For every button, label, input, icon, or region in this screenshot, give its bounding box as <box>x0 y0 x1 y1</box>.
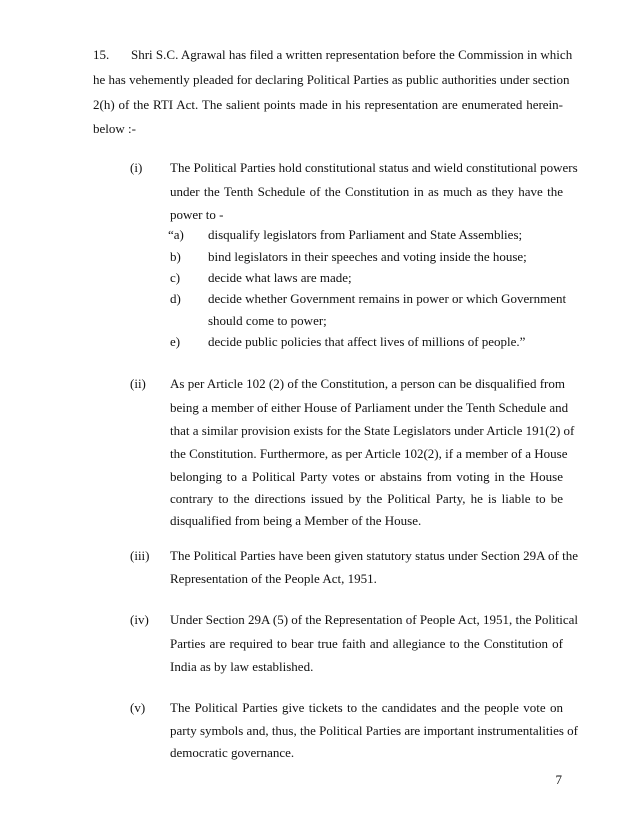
item-line: party symbols and, thus, the Political Parties are important instrumentalities of <box>170 723 578 738</box>
subitem-line: should come to power; <box>208 313 327 328</box>
intro-line: he has vehemently pleaded for declaring Political Parties as public authorities under section <box>93 72 570 87</box>
subitem-marker: b) <box>170 249 181 264</box>
item-line: The Political Parties give tickets to the candidates and the people vote on <box>170 700 563 715</box>
subitem-marker: “a) <box>168 227 184 242</box>
paragraph-number: 15. <box>93 47 110 62</box>
item-marker: (iv) <box>130 612 149 627</box>
item-line: under the Tenth Schedule of the Constitution in as much as they have the <box>170 184 563 199</box>
subitem-marker: e) <box>170 334 181 349</box>
subitem-line: decide what laws are made; <box>208 270 352 285</box>
item-line: Under Section 29A (5) of the Representation of People Act, 1951, the Political <box>170 612 578 627</box>
subitem-line: decide whether Government remains in power or which Government <box>208 291 567 306</box>
item-line: Parties are required to bear true faith and allegiance to the Constitution of <box>170 636 563 651</box>
subitem-marker: c) <box>170 270 181 285</box>
item-line: the Constitution. Furthermore, as per Article 102(2), if a member of a House <box>170 446 568 461</box>
item-line: that a similar provision exists for the State Legislators under Article 191(2) of <box>170 423 575 438</box>
item-line: disqualified from being a Member of the House. <box>170 513 422 528</box>
intro-line: Shri S.C. Agrawal has filed a written representation before the Commission in which <box>131 47 573 62</box>
item-line: The Political Parties have been given statutory status under Section 29A of the <box>170 548 578 563</box>
item-marker: (iii) <box>130 548 150 563</box>
item-line: power to - <box>170 207 224 222</box>
subitem-line: decide public policies that affect lives of millions of people.” <box>208 334 526 349</box>
item-line: democratic governance. <box>170 745 295 760</box>
item-marker: (v) <box>130 700 146 715</box>
item-line: India as by law established. <box>170 659 314 674</box>
item-line: being a member of either House of Parliament under the Tenth Schedule and <box>170 400 569 415</box>
item-line: As per Article 102 (2) of the Constitution, a person can be disqualified from <box>170 376 565 391</box>
subitem-line: disqualify legislators from Parliament and State Assemblies; <box>208 227 523 242</box>
intro-line: below :- <box>93 121 136 136</box>
subitem-line: bind legislators in their speeches and voting inside the house; <box>208 249 527 264</box>
item-line: contrary to the directions issued by the Political Party, he is liable to be <box>170 491 563 506</box>
page-number: 7 <box>555 772 562 787</box>
intro-line: 2(h) of the RTI Act. The salient points made in his representation are enumerated herein- <box>93 97 563 112</box>
subitem-marker: d) <box>170 291 181 306</box>
item-marker: (ii) <box>130 376 146 391</box>
item-line: belonging to a Political Party votes or abstains from voting in the House <box>170 469 563 484</box>
item-marker: (i) <box>130 160 143 175</box>
item-line: The Political Parties hold constitutional status and wield constitutional powers <box>170 160 578 175</box>
item-line: Representation of the People Act, 1951. <box>170 571 377 586</box>
